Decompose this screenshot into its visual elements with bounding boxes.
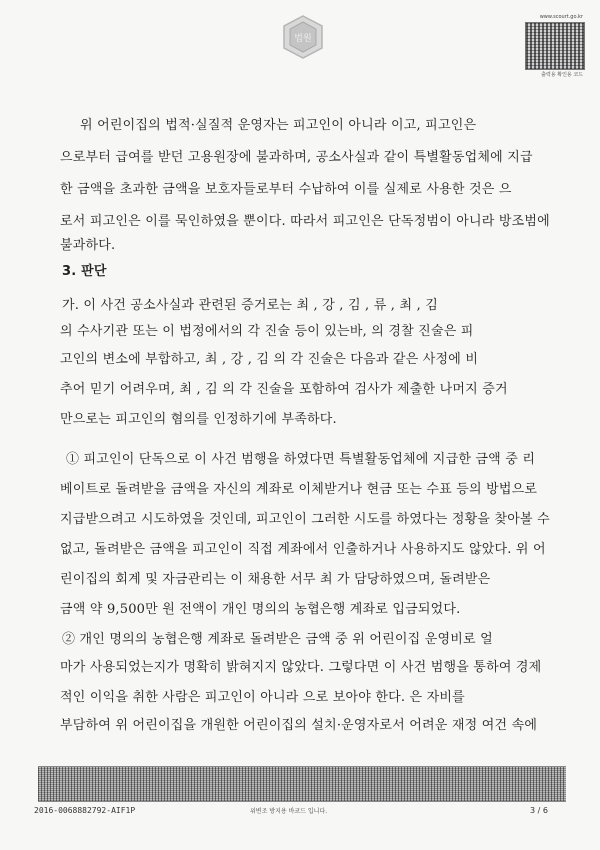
body-line: ① 피고인이 단독으로 이 사건 범행을 하였다면 특별활동업체에 지급한 금액 중 리: [66, 452, 536, 467]
court-emblem-icon: [280, 14, 326, 60]
page-number: 3 / 6: [530, 806, 548, 815]
body-line: 가. 이 사건 공소사실과 관련된 증거로는 최 , 강 , 김 , 류 , 최 , 김: [62, 298, 438, 313]
anti-forgery-barcode-icon: [38, 766, 566, 802]
emblem-text: 법원: [294, 34, 312, 44]
body-line: 지급받으려고 시도하였을 것인데, 피고인이 그러한 시도를 하였다는 정황을 찾아볼 수: [60, 512, 550, 527]
body-line: 의 수사기관 또는 이 법정에서의 각 진술 등이 있는바, 의 경찰 진술은 피: [60, 324, 474, 339]
body-line: 으로부터 급여를 받던 고용원장에 불과하며, 공소사실과 같이 특별활동업체에 지급: [60, 150, 533, 165]
body-line: 불과하다.: [60, 238, 116, 253]
body-line: 마가 사용되었는지가 명확히 밝혀지지 않았다. 그렇다면 이 사건 범행을 통하여 경제: [60, 660, 542, 675]
body-line: 없고, 돌려받은 금액을 피고인이 직접 계좌에서 인출하거나 사용하지도 않았다. 위 어: [60, 542, 546, 557]
body-line: 고인의 변소에 부합하고, 최 , 강 , 김 의 각 진술은 다음과 같은 사정에 비: [60, 352, 479, 367]
qr-caption: 출력용 확인용 코드: [541, 72, 583, 78]
body-line: 위 어린이집의 법적·실질적 운영자는 피고인이 아니라 이고, 피고인은: [80, 118, 477, 133]
body-line: 부담하여 위 어린이집을 개원한 어린이집의 설치·운영자로서 어려운 재정 여건 속에: [60, 718, 538, 733]
document-id: 2016-0068882792-AIF1P: [34, 806, 136, 815]
body-line: 한 금액을 초과한 금액을 보호자들로부터 수납하여 이를 실제로 사용한 것은 으: [60, 182, 512, 197]
section-heading: 3. 판단: [62, 264, 107, 279]
body-line: ② 개인 명의의 농협은행 계좌로 돌려받은 금액 중 위 어린이집 운영비로 얼: [62, 632, 493, 647]
body-line: 만으로는 피고인의 혐의를 인정하기에 부족하다.: [60, 412, 337, 427]
body-line: 적인 이익을 취한 사람은 피고인이 아니라 으로 보아야 한다. 은 자비를: [60, 690, 465, 705]
qr-url: www.scourt.go.kr: [539, 14, 583, 20]
body-line: 추어 믿기 어려우며, 최 , 김 의 각 진술을 포함하여 검사가 제출한 나머지 증거: [60, 382, 508, 397]
body-line: 금액 약 9,500만 원 전액이 개인 명의의 농협은행 계좌로 입금되었다.: [60, 602, 461, 617]
verification-qr-block: [521, 14, 583, 78]
qr-code-icon: [525, 22, 585, 70]
body-line: 로서 피고인은 이를 묵인하였을 뿐이다. 따라서 피고인은 단독정범이 아니라 방조범에: [60, 214, 550, 229]
body-line: 린이집의 회계 및 자금관리는 이 채용한 서무 최 가 담당하였으며, 돌려받은: [60, 572, 491, 587]
body-line: 베이트로 돌려받을 금액을 자신의 계좌로 이체받거나 현금 또는 수표 등의 방법으로: [60, 482, 538, 497]
barcode-note: 위변조 방지용 바코드 입니다.: [250, 808, 328, 815]
